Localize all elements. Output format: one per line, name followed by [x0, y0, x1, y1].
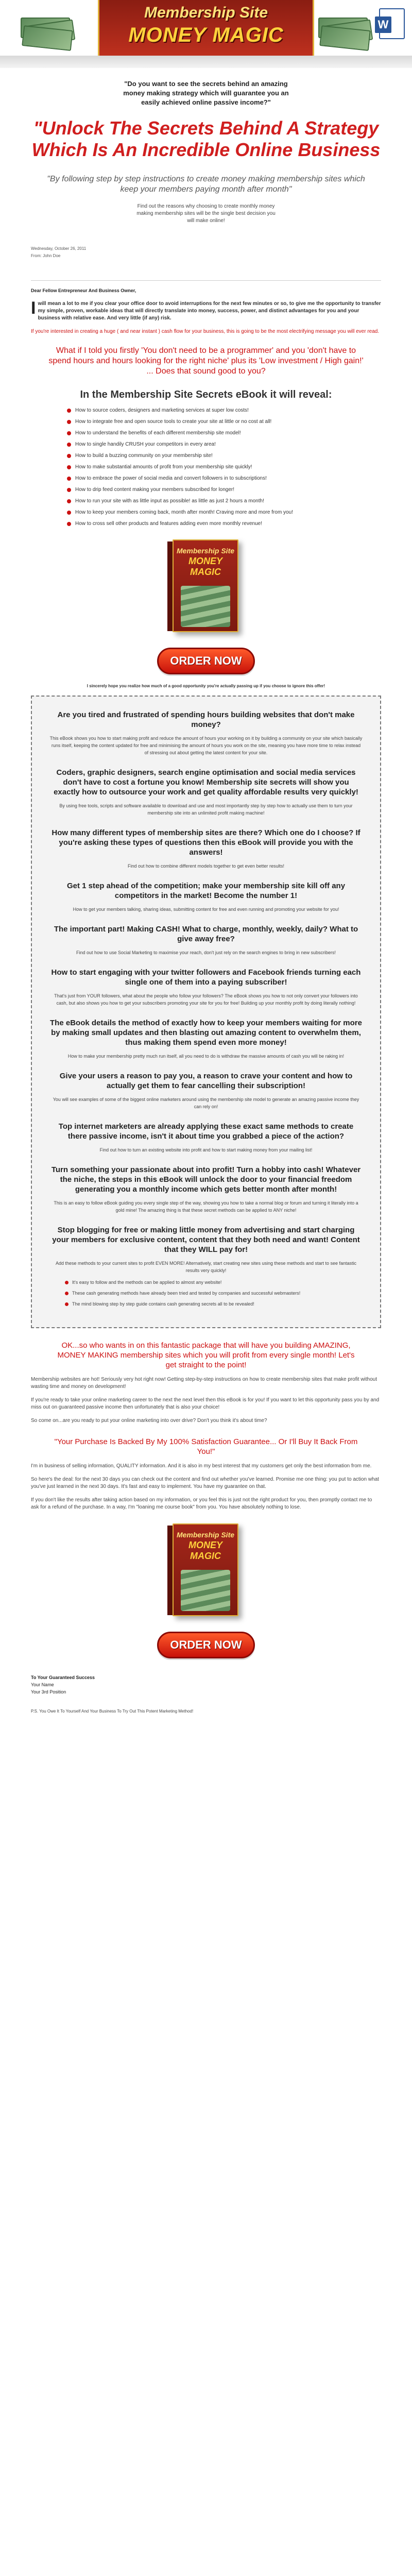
letter-meta: [31, 245, 381, 260]
letter-lead: [31, 300, 381, 322]
list-item: How to build a buzzing community on your membership site!: [67, 452, 345, 459]
money-pile-icon: [181, 1570, 230, 1611]
list-item: How to drip feed content making your members subscribed for longer!: [67, 486, 345, 493]
word-document-icon: W: [379, 8, 405, 39]
closing-paragraph: If you're ready to take your online marketing career to the next the next level then this eBook is for you! If you want to let this opportunity pass you by and miss out on guaranteed passive income then unfortunately that is also your choice!: [31, 1397, 380, 1410]
intro-question: "Do you want to see the secrets behind an amazing money making strategy which will guarantee you an easily achieved online passive income?": [123, 80, 289, 106]
reveal-title: In the Membership Site Secrets eBook it will reveal:: [80, 389, 332, 400]
ebook-cover-image: [167, 539, 245, 637]
box-paragraph: Find out how to turn an existing website into profit and how to start making money from your mailing list!: [99, 1147, 313, 1153]
box-paragraph: That's just from YOUR followers, what about the people who follow your followers? The eBook shows you how to not only convert your followers into cash, but also shows you how to get your subscribers promoting your site for you for free! Building up your monthly profit by doing literally nothing!: [54, 993, 358, 1006]
benefit-list: [31, 407, 381, 527]
ok-callout: OK...so who wants in on this fantastic package that will have you building AMAZING, MONEY MAKING membership sites which you will profit from every single month! Let's get straight to the point!: [57, 1341, 355, 1369]
ebook-title-1: Membership Site: [176, 547, 235, 555]
box-heading: How to start engaging with your twitter followers and Facebook friends turning each single one of them into a paying subscriber!: [51, 968, 361, 987]
ebook-title-1: Membership Site: [176, 1531, 235, 1539]
list-item: How to understand the benefits of each different membership site model!: [67, 430, 345, 436]
site-logo: [98, 0, 314, 61]
order-now-button[interactable]: ORDER NOW: [157, 1632, 255, 1658]
bullet-icon: [67, 522, 71, 526]
box-heading: Get 1 step ahead of the competition; make your membership site kill off any competitors in the market! Become the number 1!: [66, 882, 346, 900]
features-box: [31, 696, 381, 1328]
ebook-cover-image: [167, 1523, 245, 1621]
bullet-icon: [67, 465, 71, 469]
ebook-title-2: MONEY MAGIC: [188, 556, 222, 577]
bullet-icon: [65, 1292, 68, 1295]
find-out-text: Find out the reasons why choosing to create monthly money making membership sites will be the single best decision you will make online!: [136, 204, 276, 224]
money-stack-icon: [21, 18, 77, 50]
box-paragraph: How to make your membership pretty much run itself, all you need to do is withdraw the massive amounts of cash you will be raking in!: [67, 1054, 345, 1059]
money-stack-icon: [318, 18, 375, 50]
bullet-icon: [67, 443, 71, 447]
box-paragraph: By using free tools, scripts and software available to download and use and most importantly step by step how to actually use them to turn your membership site into an unlimited profit making machine!: [59, 803, 353, 816]
bullet-icon: [65, 1281, 68, 1284]
box-paragraph: How to get your members talking, sharing ideas, submitting content for free and even running and promoting your website for you!: [73, 907, 339, 912]
red-question: What if I told you firstly 'You don't need to be a programmer' and you 'don't have to spend hours and hours looking for the right niche' plus its 'Low investment / High gain!' ... Does that sound good to you?: [48, 346, 364, 376]
postscript: P.S. You Owe It To Yourself And Your Business To Try Out This Potent Marketing Method!: [31, 1709, 194, 1714]
bullet-icon: [67, 488, 71, 492]
list-item: How to source coders, designers and marketing services at super low costs!: [67, 407, 345, 414]
list-item: It's easy to follow and the methods can be applied to almost any website!: [65, 1279, 347, 1286]
signoff-position: Your 3rd Position: [31, 1689, 66, 1694]
box-paragraph: You will see examples of some of the biggest online marketers around using the membership site model to generate an amazing passive income they can rely on!: [53, 1097, 359, 1109]
list-item: How to integrate free and open source tools to create your site at little or no cost at all!: [67, 418, 345, 425]
bullet-icon: [65, 1302, 68, 1306]
signoff-line: To Your Guaranteed Success: [31, 1675, 95, 1680]
box-heading: The important part! Making CASH! What to charge, monthly, weekly, daily? What to give away free?: [54, 925, 358, 943]
list-item: How to single handily CRUSH your competitors in every area!: [67, 441, 345, 448]
guarantee-callout: "Your Purchase Is Backed By My 100% Satisfaction Guarantee... Or I'll Buy It Back From You!": [54, 1437, 358, 1456]
list-item: These cash generating methods have already been tried and tested by companies and successful webmasters!: [65, 1290, 347, 1297]
list-item: How to make substantial amounts of profit from your membership site quickly!: [67, 464, 345, 470]
logo-line-1: Membership Site: [144, 4, 268, 21]
box-heading: Are you tired and frustrated of spending hours building websites that don't make money?: [57, 710, 355, 729]
box-heading: The eBook details the method of exactly how to keep your members waiting for more by making small updates and then blasting out amazing content to overwhelm them, thus making them spend even more money!: [50, 1019, 362, 1047]
closing-paragraph: I'm in business of selling information, QUALITY information. And it is also in my best interest that my customers get only the best information from me.: [31, 1463, 372, 1469]
list-item: How to keep your members coming back, month after month! Craving more and more from you!: [67, 509, 345, 516]
header-banner: [0, 0, 412, 68]
box-paragraph: Find out how to combine different models together to get even better results!: [127, 863, 284, 869]
box-heading: Turn something your passionate about into profit! Turn a hobby into cash! Whatever the niche, the steps in this eBook will unlock the door to your financial freedom generating you a monthly income which gets better month after month!: [51, 1165, 361, 1194]
box-heading: Give your users a reason to pay you, a reason to crave your content and how to actually get them to fear cancelling their subscription!: [59, 1072, 353, 1090]
page-headline: "Unlock The Secrets Behind A Strategy Which Is An Incredible Online Business: [31, 117, 381, 160]
box-heading: Coders, graphic designers, search engine optimisation and social media services don't have to cost a fortune you know! Membership site secrets will show you exactly how to outsource your work and get quality affordable results very quickly!: [54, 768, 358, 796]
bullet-icon: [67, 431, 71, 435]
lead-text: will mean a lot to me if you clear your office door to avoid interruptions for the next few minutes or so, to give me the opportunity to transfer my simple, proven, workable ideas that will directly translate into money, success, power, and distinct advantages for you and your business with relative ease. And very little (if any) risk.: [38, 301, 381, 321]
closing-paragraph: Membership websites are hot! Seriously very hot right now! Getting step-by-step instructions on how to create membership sites that make profit without wasting time and money on development!: [31, 1377, 377, 1389]
box-paragraph: This is an easy to follow eBook guiding you every single step of the way, showing you how to take a normal blog or forum and turning it literally into a gold mine! The amazing thing is that these secret methods can be applied to ANY niche!: [54, 1200, 358, 1213]
letter-greeting: Dear Fellow Entrepreneur And Business Owner,: [31, 288, 136, 293]
ebook-title-2: MONEY MAGIC: [188, 1540, 222, 1561]
bullet-icon: [67, 409, 71, 413]
logo-line-2: MONEY MAGIC: [128, 24, 284, 46]
letter-paragraph: If you're interested in creating a huge ( and near instant ) cash flow for your business, this is going to be the most electrifying message you will ever read.: [31, 329, 380, 334]
divider: [31, 280, 381, 281]
box-list: [49, 1279, 363, 1308]
closing-paragraph: So come on...are you ready to put your online marketing into over drive? Don't you think it's about time?: [31, 1418, 267, 1423]
bullet-icon: [67, 420, 71, 424]
subheadline: "By following step by step instructions to create money making membership sites which keep your members paying month after month": [47, 175, 365, 194]
list-item: How to embrace the power of social media and convert followers in to subscriptions!: [67, 475, 345, 482]
bullet-icon: [67, 511, 71, 515]
money-pile-icon: [181, 586, 230, 627]
bullet-icon: [67, 499, 71, 503]
list-item: How to cross sell other products and features adding even more monthly revenue!: [67, 520, 345, 527]
closing-paragraph: So here's the deal: for the next 30 days you can check out the content and find out whether you've learned. Promise me one thing: you put to action what you've just learned in the next 30 days. It's fast and easy to implement. You have my guarantee on that.: [31, 1477, 379, 1489]
dropcap: I: [31, 298, 36, 318]
list-item: The mind blowing step by step guide contains cash generating secrets all to be revealed!: [65, 1301, 347, 1308]
bullet-icon: [67, 477, 71, 481]
box-heading: Top internet marketers are already applying these exact same methods to create there passive income, isn't it about time you grabbed a piece of the action?: [58, 1122, 354, 1141]
main-content: [31, 79, 381, 1729]
signoff-name: Your Name: [31, 1682, 54, 1687]
sincere-note: I sincerely hope you realize how much of a good opportunity you're actually passing up if you choose to ignore this offer!: [87, 684, 325, 688]
box-paragraph: Find out how to use Social Marketing to maximise your reach, don't just rely on the search engines to bring in new subscribers!: [76, 950, 336, 955]
signoff: [31, 1674, 381, 1696]
order-now-button[interactable]: ORDER NOW: [157, 648, 255, 674]
letter-from: From: John Doe: [31, 253, 61, 258]
bullet-icon: [67, 454, 71, 458]
box-heading: Stop blogging for free or making little money from advertising and start charging your members for exclusive content, content that they both need and want! Content that they WILL pay for!: [52, 1226, 360, 1254]
list-item: How to run your site with as little input as possible! as little as just 2 hours a month!: [67, 498, 345, 504]
box-paragraph: Add these methods to your current sites to profit EVEN MORE! Alternatively, start creating new sites using these methods and start to see fantastic results very quickly!: [55, 1261, 357, 1273]
letter-date: Wednesday, October 26, 2011: [31, 246, 87, 251]
box-heading: How many different types of membership sites are there? Which one do I choose? If you're asking these types of questions then this eBook will provide you with the answers!: [52, 828, 360, 857]
header-shelf: [0, 56, 412, 68]
box-paragraph: This eBook shows you how to start making profit and reduce the amount of hours your working on it by building a community on your site which basically runs itself, keeping the content updated for free and minimising the amount of hours you work on the site, meaning you have more time to relax instead of stressing out about getting the latest content for your site.: [49, 736, 363, 755]
closing-paragraph: If you don't like the results after taking action based on my information, or you feel this is just not the right product for you, then promptly contact me to ask for a refund of the purchase. In a way, I'm "loaning me course book" from you. You have absolutely nothing to lose.: [31, 1497, 372, 1510]
